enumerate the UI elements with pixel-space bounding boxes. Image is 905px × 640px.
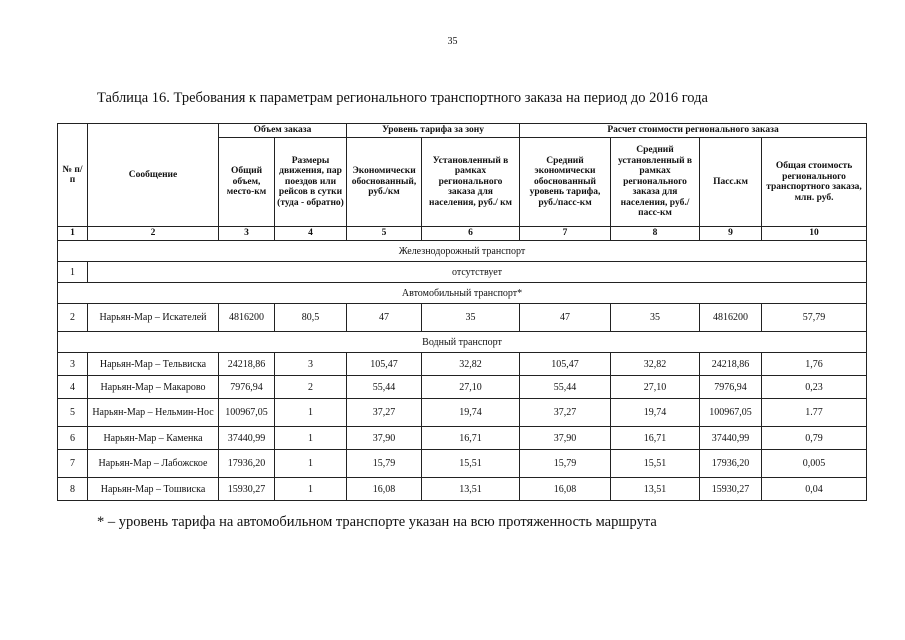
footnote: * – уровень тарифа на автомобильном транспорте указан на всю протяженность маршрута	[97, 514, 657, 530]
table-cell: 16,71	[611, 427, 700, 450]
table-cell: 37,90	[520, 427, 611, 450]
route-cell: Нарьян-Мар – Нельмин-Нос	[88, 399, 219, 427]
table-cell: 1.77	[762, 399, 867, 427]
table-row	[58, 478, 867, 501]
page-number: 35	[447, 36, 458, 47]
header-col-3: Общий объем, место-км	[219, 138, 275, 227]
table-cell: 55,44	[520, 376, 611, 399]
rail-absent-note: отсутствует	[88, 262, 867, 283]
table-cell: 27,10	[611, 376, 700, 399]
col-number: 1	[58, 227, 88, 241]
table-cell: 15930,27	[219, 478, 275, 501]
table-cell: 7976,94	[219, 376, 275, 399]
row-num: 1	[58, 262, 88, 283]
table-cell: 16,71	[422, 427, 520, 450]
col-number: 9	[700, 227, 762, 241]
table-cell: 0,79	[762, 427, 867, 450]
table-cell: 15,79	[520, 450, 611, 478]
table-cell: 8	[58, 478, 88, 501]
col-number: 2	[88, 227, 219, 241]
table-cell: 55,44	[347, 376, 422, 399]
header-col-5: Экономически обоснованный, руб./км	[347, 138, 422, 227]
table-cell: 100967,05	[219, 399, 275, 427]
table-cell: 4	[58, 376, 88, 399]
header-col-7: Средний экономически обоснованный уровень тарифа, руб./пасс-км	[520, 138, 611, 227]
table-cell: 17936,20	[219, 450, 275, 478]
table-cell: 4816200	[219, 304, 275, 332]
table-cell: 1	[275, 427, 347, 450]
table-cell: 47	[347, 304, 422, 332]
auto-rows	[58, 304, 867, 332]
col-number: 10	[762, 227, 867, 241]
table-cell: 17936,20	[700, 450, 762, 478]
table-cell: 4816200	[700, 304, 762, 332]
col-number: 5	[347, 227, 422, 241]
table-cell: 7976,94	[700, 376, 762, 399]
table-row	[58, 304, 867, 332]
table-cell: 32,82	[422, 353, 520, 376]
transport-order-table	[57, 123, 867, 501]
section-water: Водный транспорт	[58, 332, 867, 353]
table-cell: 100967,05	[700, 399, 762, 427]
table-row	[58, 450, 867, 478]
table-cell: 105,47	[520, 353, 611, 376]
header-col-10: Общая стоимость регионального транспортного заказа, млн. руб.	[762, 138, 867, 227]
table-row	[58, 376, 867, 399]
table-cell: 24218,86	[219, 353, 275, 376]
table-cell: 47	[520, 304, 611, 332]
table-cell: 0,005	[762, 450, 867, 478]
table-cell: 0,04	[762, 478, 867, 501]
col-number: 6	[422, 227, 520, 241]
table-cell: 37,90	[347, 427, 422, 450]
table-cell: 3	[275, 353, 347, 376]
table-cell: 37,27	[520, 399, 611, 427]
table-cell: 2	[58, 304, 88, 332]
table-cell: 3	[58, 353, 88, 376]
table-cell: 2	[275, 376, 347, 399]
route-cell: Нарьян-Мар – Искателей	[88, 304, 219, 332]
table-cell: 16,08	[520, 478, 611, 501]
table-cell: 13,51	[611, 478, 700, 501]
col-number: 3	[219, 227, 275, 241]
table-cell: 13,51	[422, 478, 520, 501]
header-col-4: Размеры движения, пар поездов или рейсов в сутки (туда - обратно)	[275, 138, 347, 227]
table-cell: 16,08	[347, 478, 422, 501]
table-cell: 35	[422, 304, 520, 332]
table-cell: 19,74	[422, 399, 520, 427]
header-col-9: Пасс.км	[700, 138, 762, 227]
table-caption: Таблица 16. Требования к параметрам регионального транспортного заказа на период до 2016 года	[97, 90, 708, 106]
table-cell: 6	[58, 427, 88, 450]
table-cell: 1	[275, 478, 347, 501]
table-cell: 7	[58, 450, 88, 478]
table-cell: 27,10	[422, 376, 520, 399]
table-cell: 24218,86	[700, 353, 762, 376]
table-cell: 15930,27	[700, 478, 762, 501]
section-rail: Железнодорожный транспорт	[58, 241, 867, 262]
table-cell: 57,79	[762, 304, 867, 332]
table-cell: 0,23	[762, 376, 867, 399]
col-number: 4	[275, 227, 347, 241]
table-cell: 15,51	[611, 450, 700, 478]
section-auto: Автомобильный транспорт*	[58, 283, 867, 304]
route-cell: Нарьян-Мар – Каменка	[88, 427, 219, 450]
route-cell: Нарьян-Мар – Макарово	[88, 376, 219, 399]
table-cell: 105,47	[347, 353, 422, 376]
table-cell: 37440,99	[219, 427, 275, 450]
table-row	[58, 353, 867, 376]
col-number: 7	[520, 227, 611, 241]
table-cell: 15,51	[422, 450, 520, 478]
header-col-8: Средний установленный в рамках регионального заказа для населения, руб./пасс-км	[611, 138, 700, 227]
route-cell: Нарьян-Мар – Тошвиска	[88, 478, 219, 501]
water-rows	[58, 353, 867, 501]
route-cell: Нарьян-Мар – Тельвиска	[88, 353, 219, 376]
table-cell: 32,82	[611, 353, 700, 376]
header-volume-group: Объем заказа	[219, 124, 347, 138]
header-num: № п/п	[58, 124, 88, 227]
header-col-6: Установленный в рамках регионального заказа для населения, руб./ км	[422, 138, 520, 227]
table-cell: 37,27	[347, 399, 422, 427]
table-cell: 1	[275, 450, 347, 478]
table-cell: 5	[58, 399, 88, 427]
header-tariff-group: Уровень тарифа за зону	[347, 124, 520, 138]
header-calc-group: Расчет стоимости регионального заказа	[520, 124, 867, 138]
header-route: Сообщение	[88, 124, 219, 227]
table-cell: 1	[275, 399, 347, 427]
column-number-row	[58, 227, 867, 241]
table-cell: 1,76	[762, 353, 867, 376]
table-cell: 37440,99	[700, 427, 762, 450]
route-cell: Нарьян-Мар – Лабожское	[88, 450, 219, 478]
col-number: 8	[611, 227, 700, 241]
table-row	[58, 399, 867, 427]
table-cell: 80,5	[275, 304, 347, 332]
table-cell: 19,74	[611, 399, 700, 427]
table-cell: 15,79	[347, 450, 422, 478]
table-row	[58, 427, 867, 450]
table-cell: 35	[611, 304, 700, 332]
